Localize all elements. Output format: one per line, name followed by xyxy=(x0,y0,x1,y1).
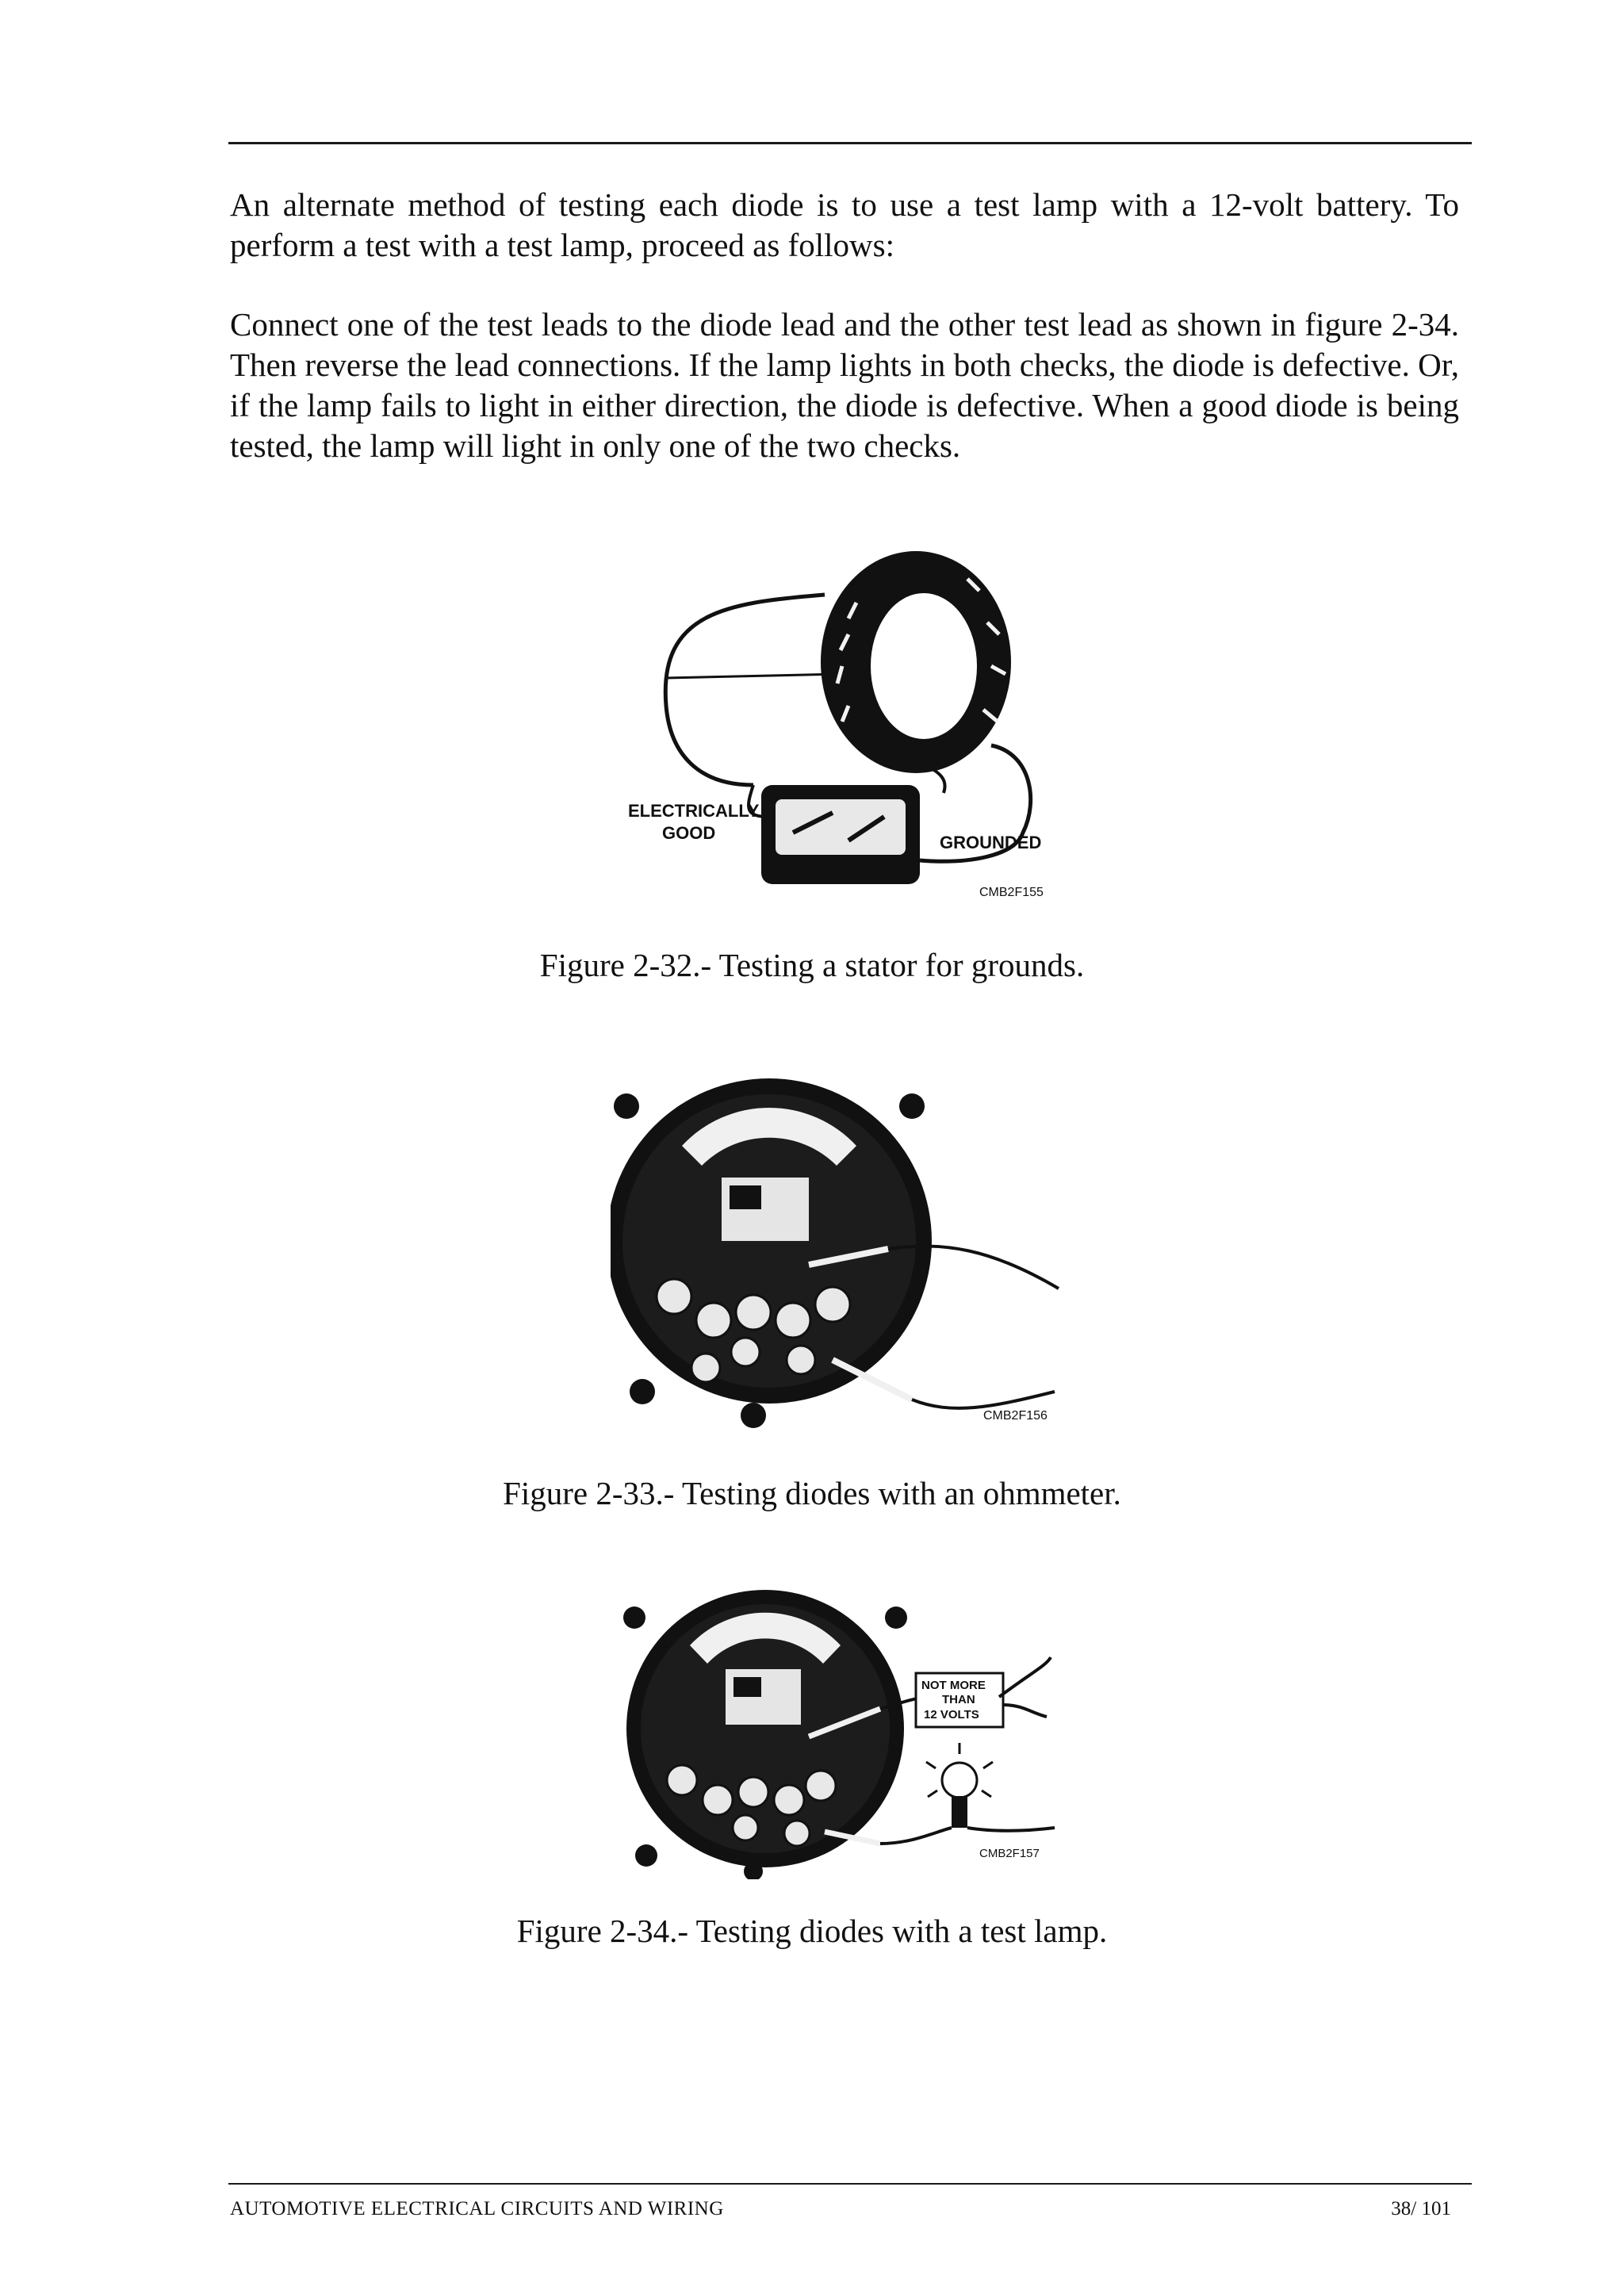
paragraph-2: Connect one of the test leads to the diode lead and the other test lead as shown in figure 2-34. Then reverse the lead connections. If the lamp lights in both checks, the diode is defective. Or, if the lamp fails to light in either direction, the diode is defective. When a good diode is being tested, the lamp will light in only one of the two checks. xyxy=(230,306,1459,464)
figure-code: CMB2F156 xyxy=(983,1409,1048,1423)
header-rule xyxy=(228,142,1472,144)
label-grounded: GROUNDED xyxy=(940,833,1042,852)
label-electrically: ELECTRICALLY xyxy=(628,801,760,821)
figure-2-32-stator-test xyxy=(619,547,1063,912)
caption-figure-2-33: Figure 2-33.- Testing diodes with an ohmmeter. xyxy=(503,1475,1121,1511)
figure-code: CMB2F157 xyxy=(979,1847,1040,1860)
paragraph-1: An alternate method of testing each diode is to use a test lamp with a 12-volt battery. To perform a test with a test lamp, proceed as follows: xyxy=(230,186,1459,263)
page-number: 38/ 101 xyxy=(1391,2198,1451,2219)
label-12-volts: 12 VOLTS xyxy=(924,1708,979,1721)
figure-2-34-lamp-test xyxy=(619,1578,1063,1879)
figure-2-33-ohmmeter-test xyxy=(611,1059,1071,1431)
label-not-more: NOT MORE xyxy=(921,1679,986,1692)
caption-figure-2-34: Figure 2-34.- Testing diodes with a test lamp. xyxy=(516,1913,1108,1949)
label-good: GOOD xyxy=(662,823,716,843)
caption-figure-2-32: Figure 2-32.- Testing a stator for grounds. xyxy=(539,947,1085,983)
figure-code: CMB2F155 xyxy=(979,886,1044,899)
label-than: THAN xyxy=(942,1693,975,1706)
footer-rule xyxy=(228,2183,1472,2185)
footer-title: AUTOMOTIVE ELECTRICAL CIRCUITS AND WIRING xyxy=(230,2198,724,2219)
